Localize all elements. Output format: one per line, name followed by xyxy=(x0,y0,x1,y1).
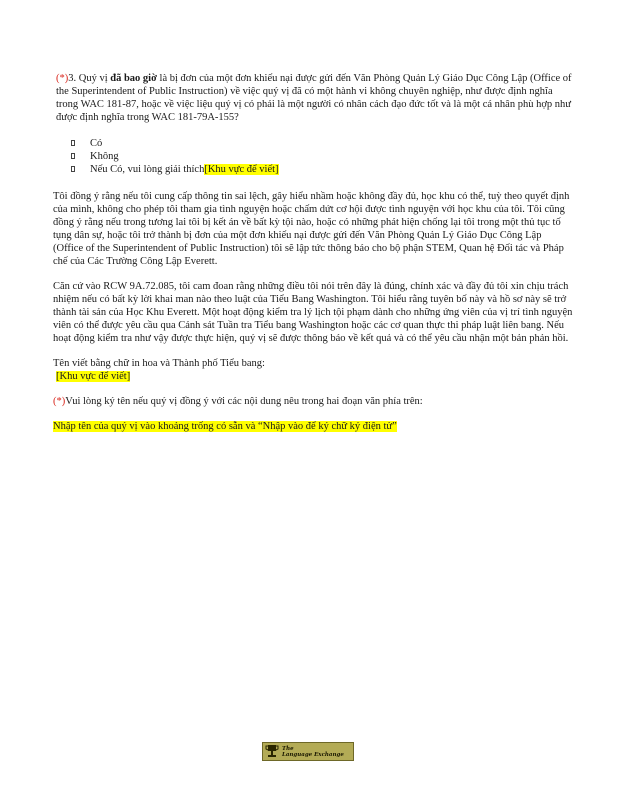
question-bold-phrase: đã bao giờ xyxy=(110,73,157,84)
option-explain[interactable] xyxy=(71,163,573,176)
signature-instruction-line xyxy=(53,420,573,433)
option-label: Nếu Có, vui lòng giải thích xyxy=(90,164,205,175)
question-number: 3. Quý vị xyxy=(68,73,111,84)
explain-text-field[interactable]: [Khu vực để viết] xyxy=(204,164,279,175)
option-yes[interactable] xyxy=(71,137,573,150)
declaration-paragraph: Căn cứ vào RCW 9A.72.085, tôi cam đoan rằng những điều tôi nói trên đây là đúng, chính xác và đầy đủ tôi xin chịu trách nhiệm nếu có bất kỳ lời khai man nào theo luật của Tiểu Bang Washington. Tôi hiểu rằng tuyên bố này và hồ sơ này sẽ trở thành tài sản của Học Khu Everett. Một hoạt động kiểm tra lý lịch tội phạm dành cho những ứng viên của vị trí tình nguyện viên có thể được yêu cầu qua Cảnh sát Tuần tra Tiểu bang Washington hoặc các cơ quan thực thi pháp luật liên bang. Nếu hoạt động kiểm tra như vậy được thực hiện, quý vị sẽ được thông báo về kết quả và có thể yêu cầu nhận một bản phản hồi. xyxy=(53,281,573,344)
signature-field[interactable]: Nhập tên của quý vị vào khoảng trống có sẵn và “Nhập vào để ký chữ ký điện tử” xyxy=(53,421,397,432)
name-state-field-line xyxy=(56,370,573,383)
question-3 xyxy=(56,72,573,124)
form-content xyxy=(53,72,573,433)
name-state-text-field[interactable]: [Khu vực để viết] xyxy=(56,371,131,382)
language-exchange-logo xyxy=(262,742,354,761)
trophy-icon xyxy=(265,744,279,759)
logo-text: The Language Exchange xyxy=(282,745,344,758)
agreement-paragraph: Tôi đồng ý rằng nếu tôi cung cấp thông tin sai lệch, gây hiểu nhầm hoặc không đầy đủ, học khu có thể, tuỳ theo quyết định của mình, không cho phép tôi tham gia tình nguyện hoặc chấm dứt cơ hội được tình nguyện với học khu của tôi. Tôi cũng đồng ý rằng nếu trong tương lai tôi bị kết án về bất kỳ tội nào, hoặc có những phát hiện chống lại tôi trong một thủ tục tố tụng dân sự, hoặc tôi trở thành bị đơn của một đơn khiếu nại được gửi đến Văn Phòng Quản Lý Giáo Dục Công Lập (Office of the Superintendent of Public Instruction) tôi sẽ lập tức thông báo cho bộ phận STEM, Quan hệ Đối tác và Pháp chế của Các Trường Công Lập Everett. xyxy=(53,191,570,267)
option-label: Không xyxy=(90,151,119,162)
option-label: Có xyxy=(90,138,103,149)
answer-options xyxy=(53,137,573,176)
required-marker: (*) xyxy=(56,73,69,84)
signature-prompt xyxy=(53,395,573,408)
name-state-label: Tên viết bằng chữ in hoa và Thành phố Tiểu bang: xyxy=(53,358,265,369)
checkbox-icon[interactable] xyxy=(71,166,75,172)
option-no[interactable] xyxy=(71,150,573,163)
question-text: là bị đơn của một đơn khiếu nại được gửi đến Văn Phòng Quản Lý Giáo Dục Công Lập (Office of the Superintendent of Public Instruction) về việc quý vị đã có một hành vi không chuyên nghiệp, như được định nghĩa trong WAC 181-87, hoặc về việc liệu quý vị có phải là một người có nhân cách đạo đức tốt và là một cá nhân phù hợp như được định nghĩa trong WAC 181-79A-155? xyxy=(56,73,572,123)
required-marker: (*) xyxy=(53,396,66,407)
signature-prompt-text: Vui lòng ký tên nếu quý vị đồng ý với các nội dung nêu trong hai đoạn văn phía trên: xyxy=(65,396,423,407)
checkbox-icon[interactable] xyxy=(71,153,75,159)
checkbox-icon[interactable] xyxy=(71,140,75,146)
